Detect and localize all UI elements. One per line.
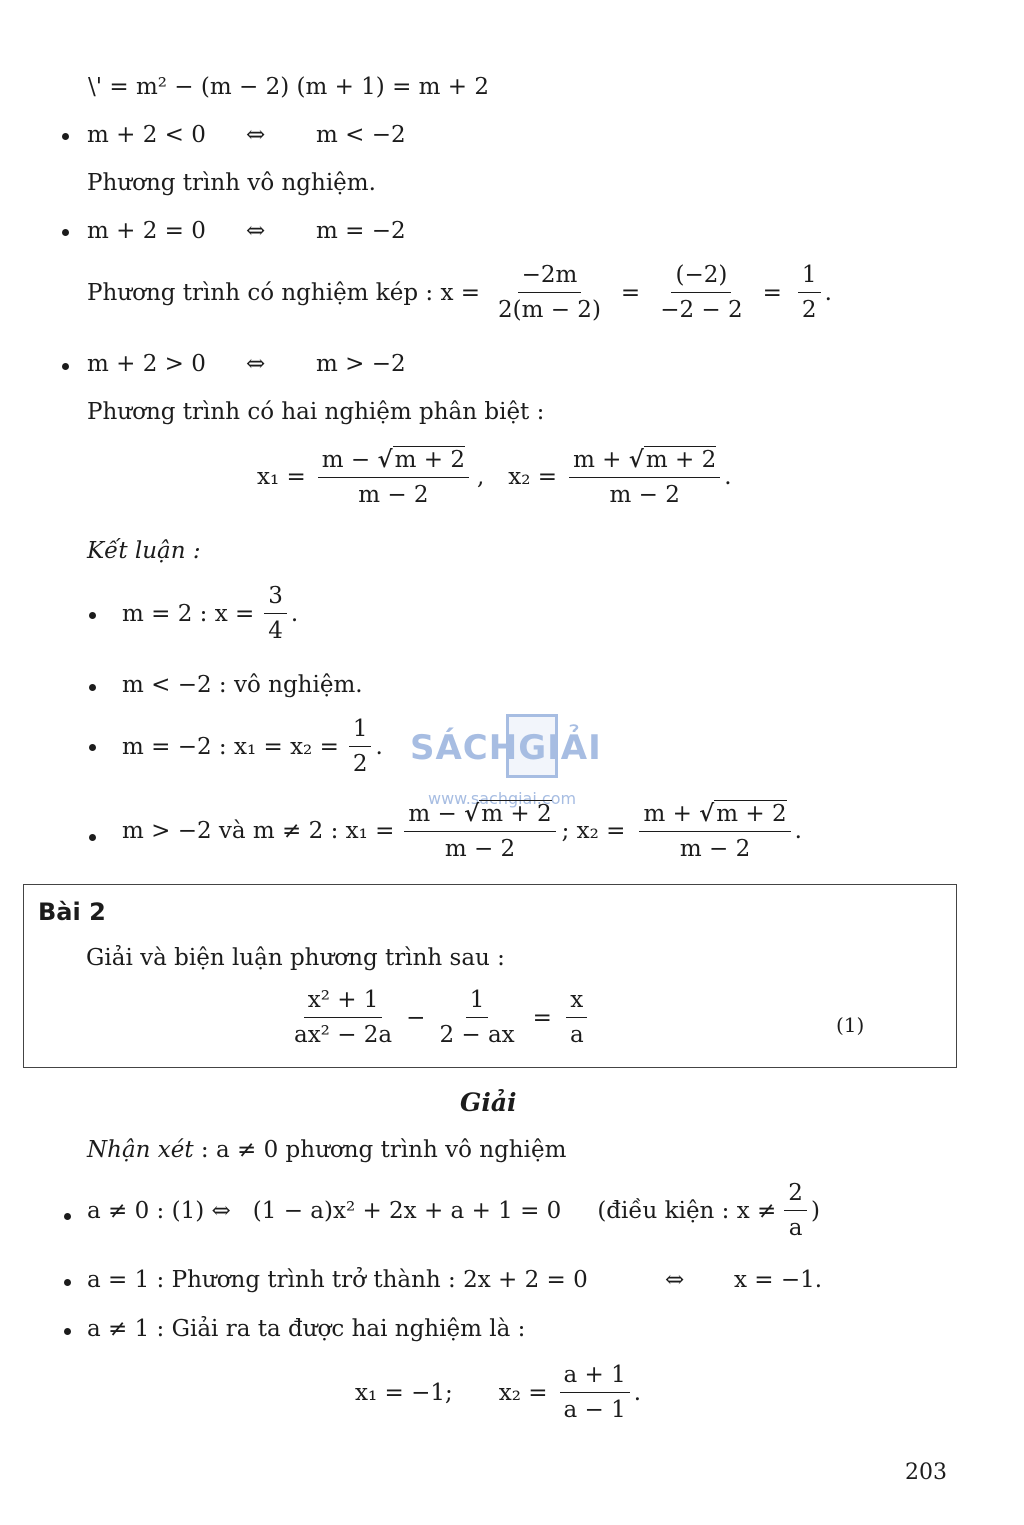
step-condition: (điều kiện : x ≠ — [597, 1197, 777, 1224]
case2-condition: m + 2 = 0 — [87, 218, 206, 244]
fraction — [798, 262, 821, 323]
numerator: 1 — [466, 987, 489, 1018]
page-number: 203 — [905, 1460, 947, 1485]
exercise-prompt: Giải và biện luận phương trình sau : — [86, 945, 505, 971]
denominator: 2 — [352, 751, 368, 777]
numerator: −2m — [518, 262, 582, 293]
case2-iff: ⇔ — [246, 218, 266, 244]
x1-label: x₁ = — [257, 464, 306, 490]
conclusion-item-2: m < −2 : vô nghiệm. — [122, 672, 363, 698]
fraction — [264, 583, 287, 644]
double-root-formula: Phương trình có nghiệm kép : x = $\frac{-2m}{2(m - 2)}$ = $\frac{(-2)}{-2 - 2}$ = $\frac{1}{2}$ . — [87, 262, 832, 323]
solution-step-3: a ≠ 1 : Giải ra ta được hai nghiệm là : — [87, 1316, 526, 1342]
root-x2-label: x₂ = — [498, 1379, 548, 1406]
fraction — [566, 987, 588, 1048]
bullet — [89, 744, 96, 751]
case1-condition: m + 2 < 0 — [87, 122, 206, 148]
numerator: 2 — [784, 1180, 807, 1211]
fraction — [656, 262, 746, 323]
bullet — [89, 612, 96, 619]
bullet — [62, 363, 69, 370]
bullet — [62, 133, 69, 140]
numerator: x² + 1 — [304, 987, 383, 1018]
note-text: : a ≠ 0 phương trình vô nghiệm — [200, 1137, 567, 1163]
watermark-brand: SÁCHGIẢI — [410, 728, 602, 768]
equals: = — [762, 279, 782, 306]
denominator: m − 2 — [358, 482, 429, 508]
root-x1: x₁ = −1; — [355, 1379, 453, 1406]
two-roots-formula: x₁ = $\frac{m - √m + 2}{m - 2}$ , x₂ = $\frac{m + √m + 2}{m - 2}$ . — [257, 446, 732, 508]
bullet — [62, 229, 69, 236]
equals: = — [532, 1004, 552, 1031]
case2-result: m = −2 — [316, 218, 406, 244]
denominator: 2 − ax — [439, 1022, 515, 1048]
bullet — [89, 684, 96, 691]
denominator: ax² − 2a — [294, 1022, 393, 1048]
case3-condition: m + 2 > 0 — [87, 351, 206, 377]
denominator: −2 − 2 — [660, 297, 743, 323]
fraction — [290, 987, 396, 1048]
bullet — [89, 834, 96, 841]
denominator: 2(m − 2) — [498, 297, 601, 323]
equation-tag: (1) — [836, 1013, 865, 1037]
denominator: 4 — [268, 618, 283, 644]
fraction — [349, 716, 372, 777]
denominator: 2 — [801, 297, 817, 323]
numerator: m − √m + 2 — [404, 800, 555, 832]
fraction — [435, 987, 518, 1048]
exercise-equation — [286, 987, 592, 1048]
equals: = — [620, 279, 641, 306]
numerator: a + 1 — [560, 1362, 630, 1393]
step2-result: x = −1. — [734, 1267, 823, 1293]
conclusion-item-3: m = −2 : x₁ = x₂ = $\frac{1}{2}$ . — [122, 716, 383, 777]
denominator: a — [788, 1215, 803, 1241]
case3-iff: ⇔ — [246, 351, 266, 377]
conclusion-item-4: m > −2 và m ≠ 2 : x₁ = $\frac{m - √m + 2}{m - 2}$ ; x₂ = $\frac{m + √m + 2}{m - 2}$ . — [122, 800, 802, 862]
numerator: m − √m + 2 — [318, 446, 469, 478]
solution-step-1 — [87, 1180, 820, 1241]
fraction — [639, 800, 790, 862]
fraction — [494, 262, 605, 323]
minus: − — [406, 1004, 426, 1031]
close-paren: ) — [810, 1197, 820, 1224]
item-text: m = 2 : x = — [122, 600, 255, 627]
watermark — [410, 712, 615, 808]
delta-line: \' = m² − (m − 2) (m + 1) = m + 2 — [88, 74, 489, 100]
note-label: Nhận xét — [87, 1137, 194, 1163]
numerator: (−2) — [671, 262, 731, 293]
solution-heading: Giải — [460, 1088, 517, 1117]
solution-note — [87, 1137, 566, 1163]
case1-result: m < −2 — [316, 122, 406, 148]
case3-text: Phương trình có hai nghiệm phân biệt : — [87, 399, 545, 425]
fraction — [318, 446, 469, 508]
step-equation: (1 − a)x² + 2x + a + 1 = 0 — [252, 1197, 562, 1224]
step-text: a ≠ 0 : (1) ⇔ — [87, 1197, 231, 1224]
conclusion-title: Kết luận : — [87, 538, 201, 564]
conclusion-item-1: m = 2 : x = $\frac{3}{4}$ . — [122, 583, 299, 644]
numerator: 1 — [798, 262, 821, 293]
bullet — [64, 1279, 71, 1286]
numerator: m + √m + 2 — [569, 446, 720, 478]
case3-result: m > −2 — [316, 351, 406, 377]
denominator: m − 2 — [609, 482, 680, 508]
fraction — [404, 800, 555, 862]
solution-step-2: a = 1 : Phương trình trở thành : 2x + 2 = 0 — [87, 1267, 588, 1293]
final-roots: x₁ = −1; x₂ = $\frac{a + 1}{a - 1}$ . — [355, 1362, 642, 1423]
numerator: x — [566, 987, 587, 1018]
denominator: a − 1 — [563, 1397, 626, 1423]
bullet — [64, 1328, 71, 1335]
numerator: 3 — [264, 583, 287, 614]
case1-iff: ⇔ — [246, 122, 266, 148]
denominator: m − 2 — [679, 836, 751, 862]
case1-text: Phương trình vô nghiệm. — [87, 170, 376, 196]
separator: ; x₂ = — [561, 818, 626, 844]
item-text: m = −2 : x₁ = x₂ = — [122, 733, 339, 760]
watermark-url: www.sachgiai.com — [428, 789, 577, 808]
fraction — [569, 446, 720, 508]
numerator: m + √m + 2 — [639, 800, 790, 832]
exercise-title: Bài 2 — [38, 898, 106, 926]
exercise-box — [23, 884, 957, 1068]
denominator: a — [569, 1022, 584, 1048]
fraction — [784, 1180, 807, 1241]
step2-iff: ⇔ — [665, 1267, 685, 1293]
bullet — [64, 1213, 71, 1220]
denominator: m − 2 — [444, 836, 516, 862]
x2-label: x₂ = — [508, 464, 558, 490]
fraction — [560, 1362, 630, 1423]
numerator: 1 — [349, 716, 372, 747]
case2-text: Phương trình có nghiệm kép : x = — [87, 279, 480, 306]
item-text: m > −2 và m ≠ 2 : x₁ = — [122, 818, 395, 844]
